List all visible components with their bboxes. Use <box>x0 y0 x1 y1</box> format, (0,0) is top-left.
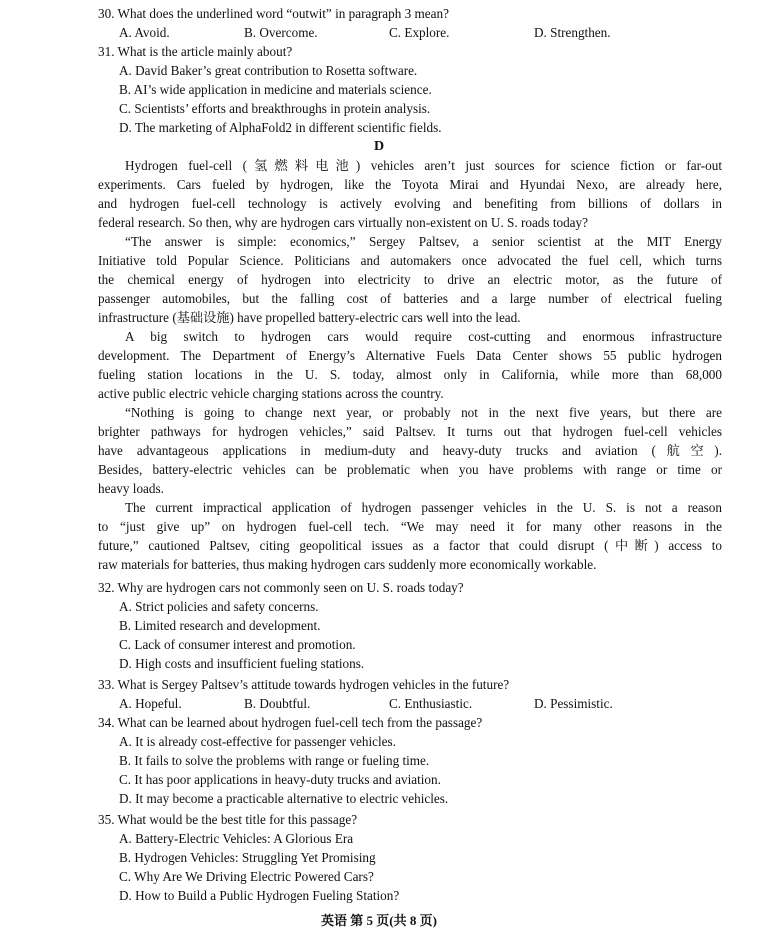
passage-line: the chemical energy of hydrogen into electricity to drive an electric motor, as the future of <box>98 272 722 287</box>
q35-option-b: B. Hydrogen Vehicles: Struggling Yet Promising <box>119 850 376 865</box>
passage-line: “The answer is simple: economics,” Sergey Paltsev, a senior scientist at the MIT Energy <box>125 234 722 249</box>
q30-option-d: D. Strengthen. <box>534 25 611 40</box>
passage-line: raw materials for batteries, thus making hydrogen cars suddenly more economically workable. <box>98 557 597 572</box>
q32-option-c: C. Lack of consumer interest and promotion. <box>119 637 356 652</box>
q31-option-b: B. AI’s wide application in medicine and materials science. <box>119 82 432 97</box>
passage-line: active public electric vehicle charging stations across the country. <box>98 386 444 401</box>
q35-option-d: D. How to Build a Public Hydrogen Fueling Station? <box>119 888 400 903</box>
passage-line: heavy loads. <box>98 481 164 496</box>
q34-option-a: A. It is already cost-effective for passenger vehicles. <box>119 734 396 749</box>
q34-option-d: D. It may become a practicable alternative to electric vehicles. <box>119 791 449 806</box>
passage-line: federal research. So then, why are hydrogen cars virtually non-existent on U. S. roads today? <box>98 215 588 230</box>
passage-line: A big switch to hydrogen cars would require cost-cutting and enormous infrastructure <box>125 329 722 344</box>
q31-option-c: C. Scientists’ efforts and breakthroughs in protein analysis. <box>119 101 431 116</box>
question-32-stem: 32. Why are hydrogen cars not commonly seen on U. S. roads today? <box>98 580 464 595</box>
q32-option-b: B. Limited research and development. <box>119 618 321 633</box>
passage-line: Hydrogen fuel-cell (氢燃料电池) vehicles aren’t just sources for science fiction or far-out <box>125 158 722 173</box>
passage-line: Initiative told Popular Science. Politicians and automakers once advocated the fuel cell, which turns <box>98 253 722 268</box>
passage-line: Besides, battery-electric vehicles can be problematic when you have problems with range or time or <box>98 462 722 477</box>
q30-option-a: A. Avoid. <box>119 25 170 40</box>
q33-option-b: B. Doubtful. <box>244 696 311 711</box>
section-label: D <box>373 139 385 154</box>
question-35-stem: 35. What would be the best title for this passage? <box>98 812 358 827</box>
passage-line: future,” cautioned Paltsev, citing geopolitical issues as a factor that could disrupt (中断) access to <box>98 538 722 553</box>
question-31-stem: 31. What is the article mainly about? <box>98 44 293 59</box>
q33-option-a: A. Hopeful. <box>119 696 182 711</box>
question-30-options <box>119 23 722 42</box>
q31-option-d: D. The marketing of AlphaFold2 in different scientific fields. <box>119 120 442 135</box>
q33-option-c: C. Enthusiastic. <box>389 696 473 711</box>
passage-line: The current impractical application of hydrogen passenger vehicles in the U. S. is not a reason <box>125 500 722 515</box>
q30-option-b: B. Overcome. <box>244 25 318 40</box>
q30-option-c: C. Explore. <box>389 25 450 40</box>
q31-option-a: A. David Baker’s great contribution to Rosetta software. <box>119 63 418 78</box>
q33-option-d: D. Pessimistic. <box>534 696 613 711</box>
page-footer: 英语 第 5 页(共 8 页) <box>321 913 437 928</box>
question-30-stem: 30. What does the underlined word “outwit” in paragraph 3 mean? <box>98 6 449 21</box>
passage-line: brighter pathways for hydrogen vehicles,” said Paltsev. It turns out that hydrogen fuel-cell vehicles <box>98 424 722 439</box>
passage-line: development. The Department of Energy’s Alternative Fuels Data Center shows 55 public hydrogen <box>98 348 722 363</box>
passage-line: infrastructure (基础设施) have propelled battery-electric cars well into the lead. <box>98 310 521 325</box>
question-33-options <box>119 694 722 713</box>
question-34-stem: 34. What can be learned about hydrogen fuel-cell tech from the passage? <box>98 715 483 730</box>
question-33-stem: 33. What is Sergey Paltsev’s attitude towards hydrogen vehicles in the future? <box>98 677 510 692</box>
q34-option-b: B. It fails to solve the problems with range or fueling time. <box>119 753 430 768</box>
q35-option-a: A. Battery-Electric Vehicles: A Glorious Era <box>119 831 354 846</box>
q35-option-c: C. Why Are We Driving Electric Powered Cars? <box>119 869 374 884</box>
q32-option-a: A. Strict policies and safety concerns. <box>119 599 319 614</box>
passage-line: passenger automobiles, but the falling cost of batteries and a large number of electrical fueling <box>98 291 722 306</box>
passage-line: and hydrogen fuel-cell technology is actively evolving and benefiting from billions of dollars in <box>98 196 722 211</box>
passage-line: have advantageous applications in medium-duty and heavy-duty trucks and aviation (航空). <box>98 443 722 458</box>
passage-line: experiments. Cars fueled by hydrogen, like the Toyota Mirai and Hyundai Nexo, are already here, <box>98 177 722 192</box>
passage-line: fueling station locations in the U. S. today, almost only in California, while more than 68,000 <box>98 367 722 382</box>
q34-option-c: C. It has poor applications in heavy-duty trucks and aviation. <box>119 772 441 787</box>
passage-line: to “just give up” on hydrogen fuel-cell tech. “We may need it for many other reasons in the <box>98 519 722 534</box>
passage-line: “Nothing is going to change next year, or probably not in the next five years, but there are <box>125 405 722 420</box>
q32-option-d: D. High costs and insufficient fueling stations. <box>119 656 365 671</box>
